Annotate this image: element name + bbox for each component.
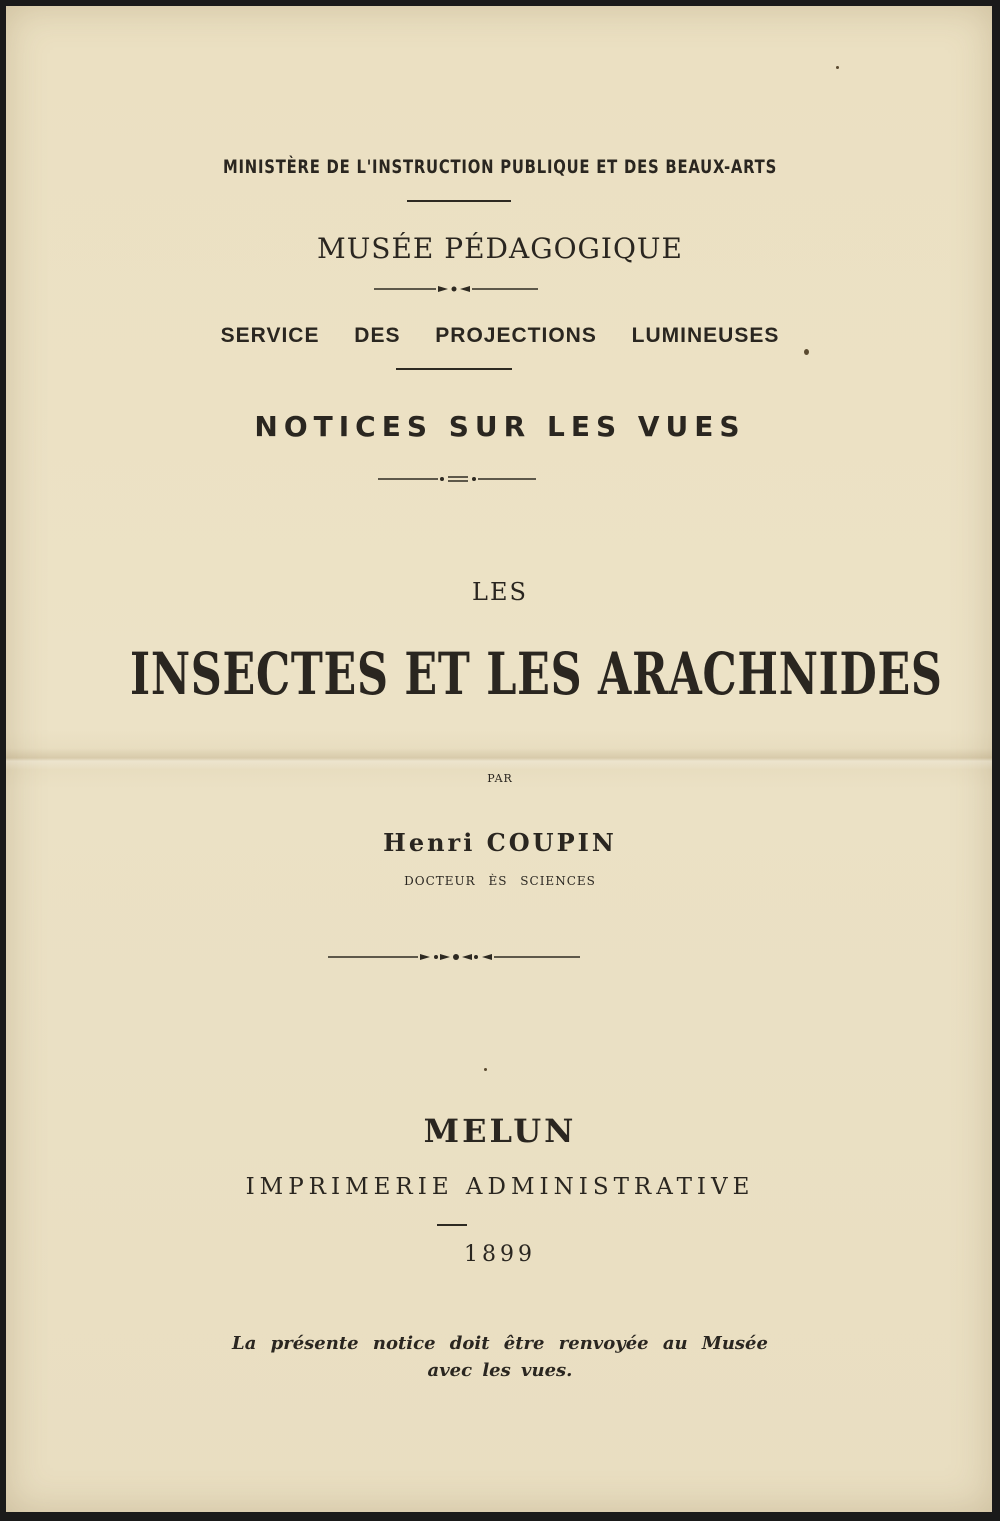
divider-rule	[407, 200, 511, 202]
page-fold	[6, 748, 992, 770]
return-notice-line-2: avec les vues.	[427, 1360, 573, 1381]
return-notice-line-1: La présente notice doit être renvoyée au Musée	[232, 1333, 768, 1354]
author-degree: DOCTEUR ÈS SCIENCES	[404, 874, 596, 888]
museum-heading: MUSÉE PÉDAGOGIQUE	[317, 232, 683, 265]
service-heading: SERVICE DES PROJECTIONS LUMINEUSES	[220, 324, 780, 347]
imprint-city: MELUN	[423, 1112, 577, 1150]
divider-rule	[437, 1224, 467, 1226]
title-article: LES	[472, 578, 528, 606]
author-name: Henri COUPIN	[383, 828, 617, 857]
by-label: PAR	[487, 772, 513, 785]
ministry-heading: MINISTÈRE DE L'INSTRUCTION PUBLIQUE ET DES BEAUX-ARTS	[222, 156, 778, 178]
paper-speck	[836, 66, 839, 69]
book-title: INSECTES ET LES ARACHNIDES	[130, 640, 943, 708]
series-heading: NOTICES SUR LES VUES	[254, 410, 746, 443]
imprint-printer: IMPRIMERIE ADMINISTRATIVE	[245, 1174, 755, 1200]
divider-rule	[396, 368, 512, 370]
imprint-year: 1899	[464, 1242, 536, 1267]
ornament-divider	[376, 472, 540, 486]
paper-speck	[804, 349, 809, 355]
paper-speck	[484, 1068, 487, 1071]
ornament-divider	[326, 950, 584, 964]
ornament-divider	[372, 282, 542, 296]
